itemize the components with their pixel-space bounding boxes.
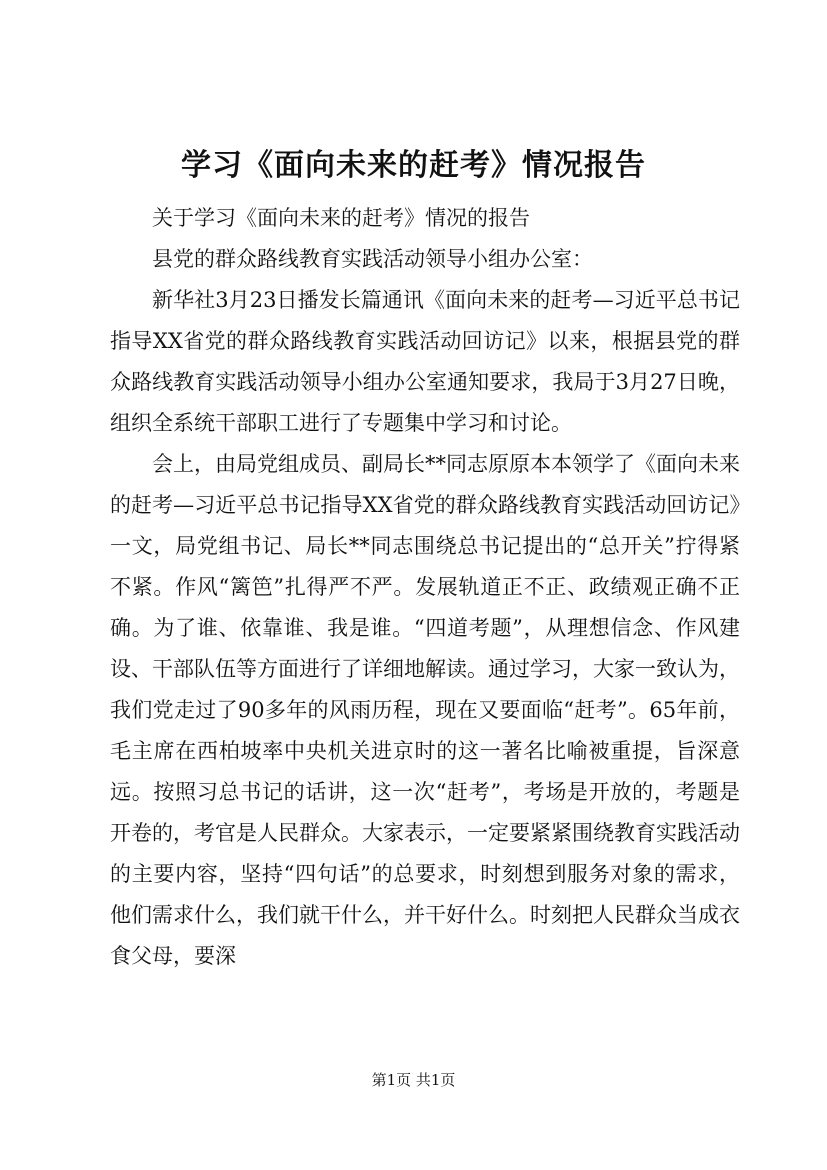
document-body [110,198,740,977]
paragraph-intro: 新华社3月23日播发长篇通讯《面向未来的赶考—习近平总书记指导XX省党的群众路线教育实践活动回访记》以来，根据县党的群众路线教育实践活动领导小组办公室通知要求，我局于3月27日晚，组织全系统干部职工进行了专题集中学习和讨论。 [110,288,740,435]
document-title: 学习《面向未来的赶考》情况报告 [181,148,646,183]
paragraph-meeting: 会上，由局党组成员、副局长**同志原原本本领学了《面向未来的赶考—习近平总书记指导XX省党的群众路线教育实践活动回访记》一文，局党组书记、局长**同志围绕总书记提出的“总开关”拧得紧不紧。作风“篱笆”扎得严不严。发展轨道正不正、政绩观正确不正确。为了谁、依靠谁、我是谁。“四道考题”，从理想信念、作风建设、干部队伍等方面进行了详细地解读。通过学习，大家一致认为，我们党走过了90多年的风雨历程，现在又要面临“赶考”。65年前，毛主席在西柏坡率中央机关进京时的这一著名比喻被重提，旨深意远。按照习总书记的话讲，这一次“赶考”，考场是开放的，考题是开卷的，考官是人民群众。大家表示，一定要紧紧围绕教育实践活动的主要内容，坚持“四句话”的总要求，时刻想到服务对象的需求，他们需求什么，我们就干什么，并干好什么。时刻把人民群众当成衣食父母，要深 [110,452,740,968]
paragraph-report-heading: 关于学习《面向未来的赶考》情况的报告 [152,206,530,230]
paragraph-addressee: 县党的群众路线教育实践活动领导小组办公室： [152,247,593,271]
page-footer: 第1页 共1页 [371,1071,456,1089]
